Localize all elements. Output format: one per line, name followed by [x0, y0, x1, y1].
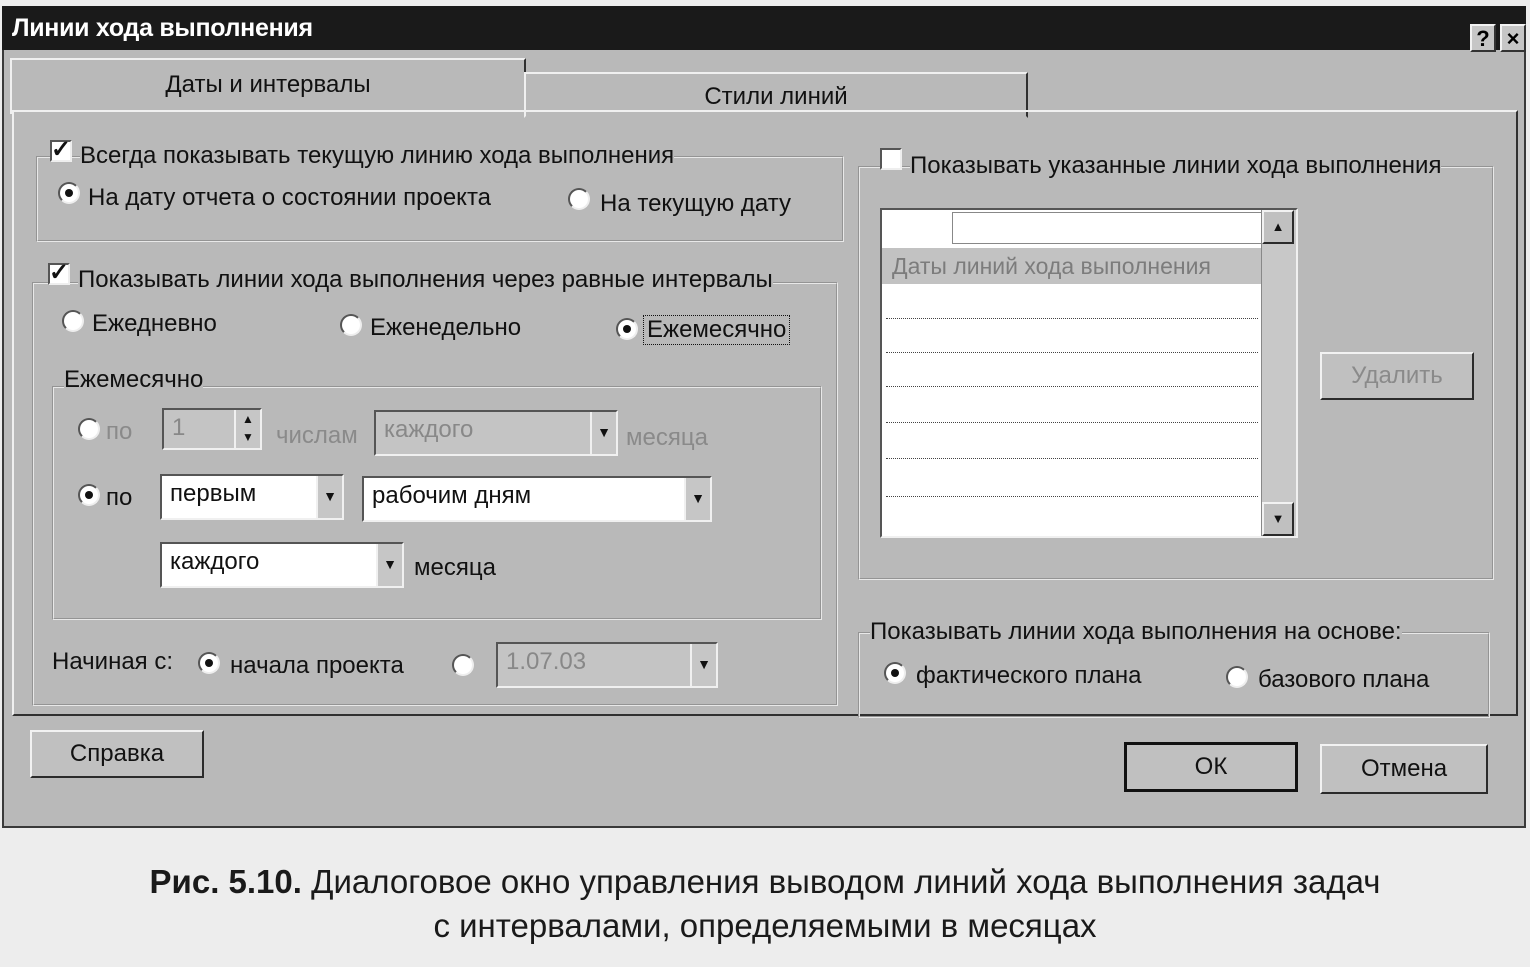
day-type-value: рабочим дням — [372, 482, 532, 509]
day-number-every-value: каждого — [384, 416, 474, 443]
status-date-radio[interactable] — [58, 182, 80, 204]
monthly-radio[interactable] — [616, 318, 638, 340]
check-icon: ✓ — [51, 136, 72, 163]
day-number-value: 1 — [172, 414, 186, 441]
daily-radio[interactable] — [62, 310, 84, 332]
chevron-down-icon: ▼ — [684, 478, 710, 520]
month-frequency-label: месяца — [414, 554, 496, 581]
list-row[interactable] — [886, 352, 1258, 353]
monthly-subgroup-title: Ежемесячно — [64, 366, 204, 393]
tab-line-styles-label: Стили линий — [704, 83, 848, 110]
current-date-radio[interactable] — [568, 188, 590, 210]
day-number-prefix: по — [106, 418, 133, 445]
list-row[interactable] — [886, 386, 1258, 387]
day-number-radio[interactable] — [78, 418, 100, 440]
month-frequency-select[interactable] — [160, 542, 404, 588]
start-project-radio[interactable] — [198, 652, 220, 674]
list-scrollbar[interactable] — [1261, 210, 1296, 536]
current-line-label: Всегда показывать текущую линию хода выполнения — [80, 142, 675, 169]
daily-label: Ежедневно — [92, 310, 217, 337]
selected-lines-label: Показывать указанные линии хода выполнения — [910, 152, 1442, 179]
delete-button[interactable]: Удалить — [1320, 352, 1474, 400]
list-edit-field[interactable] — [952, 212, 1272, 244]
selected-lines-checkbox[interactable] — [880, 148, 902, 170]
chevron-down-icon: ▼ — [376, 544, 402, 586]
chevron-down-icon: ▼ — [690, 644, 716, 686]
ok-button[interactable]: ОК — [1124, 742, 1298, 792]
list-row[interactable] — [886, 458, 1258, 459]
tab-dates-intervals[interactable] — [10, 58, 526, 114]
month-frequency-value: каждого — [170, 548, 260, 575]
actual-plan-label: фактического плана — [916, 662, 1142, 689]
list-row[interactable] — [886, 496, 1258, 497]
start-date-select[interactable] — [496, 642, 718, 688]
figure-caption-line2: с интервалами, определяемыми в месяцах — [433, 907, 1097, 944]
close-icon[interactable]: × — [1500, 24, 1526, 52]
scroll-up-icon[interactable]: ▲ — [1262, 210, 1294, 244]
ordinal-day-radio[interactable] — [78, 484, 100, 506]
cancel-button[interactable]: Отмена — [1320, 744, 1488, 794]
day-type-select[interactable] — [362, 476, 712, 522]
day-number-month-label: месяца — [626, 424, 708, 451]
list-row[interactable] — [886, 422, 1258, 423]
start-date-value: 1.07.03 — [506, 648, 587, 675]
window-title: Линии хода выполнения — [12, 14, 313, 42]
start-project-label: начала проекта — [230, 652, 404, 679]
help-button[interactable]: Справка — [30, 730, 204, 778]
chevron-down-icon: ▼ — [316, 476, 342, 518]
list-row[interactable] — [886, 318, 1258, 319]
help-icon[interactable]: ? — [1470, 24, 1496, 52]
weekly-radio[interactable] — [340, 314, 362, 336]
day-number-stepper[interactable] — [162, 408, 262, 450]
intervals-checkbox[interactable] — [48, 259, 70, 286]
spin-arrows-icon[interactable]: ▲ ▼ — [234, 410, 260, 448]
baseline-plan-radio[interactable] — [1226, 666, 1248, 688]
ordinal-select[interactable] — [160, 474, 344, 520]
start-date-radio[interactable] — [452, 654, 474, 676]
actual-plan-radio[interactable] — [884, 662, 906, 684]
status-date-label: На дату отчета о состоянии проекта — [88, 184, 492, 211]
monthly-label: Ежемесячно — [644, 316, 789, 344]
ordinal-day-prefix: по — [106, 484, 133, 511]
check-icon: ✓ — [49, 259, 70, 286]
title-bar — [2, 6, 1526, 50]
progress-dates-list[interactable] — [880, 208, 1298, 538]
ordinal-value: первым — [170, 480, 257, 507]
list-header: Даты линий хода выполнения — [882, 248, 1266, 284]
basis-title: Показывать линии хода выполнения на основе: — [870, 618, 1402, 645]
chevron-down-icon: ▼ — [590, 412, 616, 454]
scroll-down-icon[interactable]: ▼ — [1262, 502, 1294, 536]
figure-caption-text1: Диалоговое окно управления выводом линий хода выполнения задач — [311, 863, 1381, 900]
tab-dates-intervals-label: Даты и интервалы — [165, 71, 371, 98]
current-date-label: На текущую дату — [600, 190, 791, 217]
baseline-plan-label: базового плана — [1258, 666, 1430, 693]
start-label: Начиная с: — [52, 648, 173, 675]
current-line-checkbox[interactable] — [50, 136, 72, 163]
intervals-label: Показывать линии хода выполнения через равные интервалы — [78, 266, 773, 293]
figure-label: Рис. 5.10. — [149, 863, 302, 900]
day-number-suffix: числам — [276, 422, 358, 449]
day-number-every-select[interactable] — [374, 410, 618, 456]
weekly-label: Еженедельно — [370, 314, 522, 341]
figure-caption-line1 — [0, 862, 1530, 902]
